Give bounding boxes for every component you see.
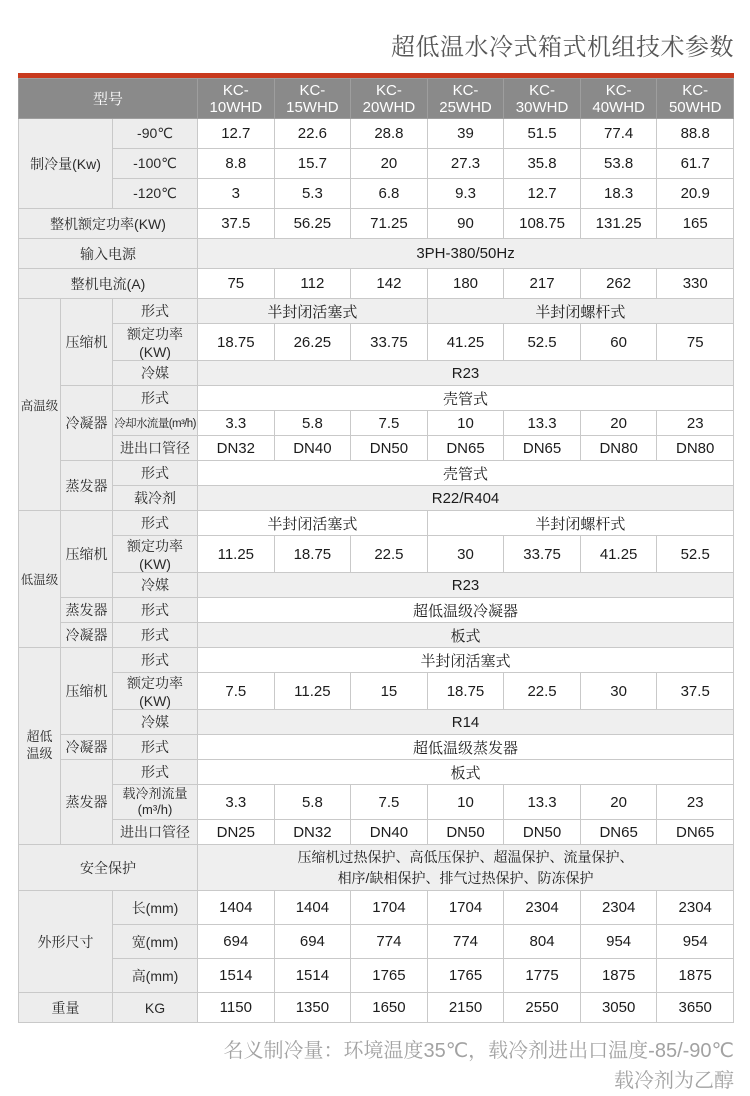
table-row bbox=[19, 760, 734, 785]
value-cell: DN80 bbox=[657, 436, 734, 461]
value-cell: 3650 bbox=[657, 993, 734, 1023]
value-cell: 1350 bbox=[274, 993, 351, 1023]
row-label-cell: -100℃ bbox=[113, 149, 198, 179]
value-cell: 77.4 bbox=[580, 119, 657, 149]
table-row bbox=[19, 269, 734, 299]
param-label-cell: 进出口管径 bbox=[113, 436, 198, 461]
value-cell: 1650 bbox=[351, 993, 428, 1023]
subgroup-label-compressor: 压缩机 bbox=[61, 299, 113, 386]
table-row bbox=[19, 361, 734, 386]
param-label-cell bbox=[113, 785, 198, 820]
subgroup-label-compressor: 压缩机 bbox=[61, 511, 113, 598]
value-cell: 15.7 bbox=[274, 149, 351, 179]
dimensions-group-label: 外形尺寸 bbox=[19, 891, 113, 993]
table-row bbox=[19, 710, 734, 735]
value-cell: 7.5 bbox=[198, 673, 275, 710]
row-label-cell: -120℃ bbox=[113, 179, 198, 209]
value-cell: 11.25 bbox=[274, 673, 351, 710]
value-cell: 3.3 bbox=[198, 411, 275, 436]
value-cell: 27.3 bbox=[427, 149, 504, 179]
value-cell: 20 bbox=[580, 785, 657, 820]
subgroup-label-evaporator: 蒸发器 bbox=[61, 461, 113, 511]
value-cell: 1775 bbox=[504, 959, 581, 993]
value-cell: DN50 bbox=[504, 820, 581, 845]
value-cell: 22.6 bbox=[274, 119, 351, 149]
model-name-cell: KC-25WHD bbox=[427, 79, 504, 119]
value-cell: 262 bbox=[580, 269, 657, 299]
merged-value-cell: 壳管式 bbox=[198, 461, 734, 486]
value-cell: 33.75 bbox=[504, 536, 581, 573]
row-label-cell: 高(mm) bbox=[113, 959, 198, 993]
value-cell: 10 bbox=[427, 411, 504, 436]
value-cell: 56.25 bbox=[274, 209, 351, 239]
param-label-cell: 额定功率(KW) bbox=[113, 324, 198, 361]
value-cell: 20.9 bbox=[657, 179, 734, 209]
spec-table bbox=[18, 78, 734, 1023]
value-cell: 35.8 bbox=[504, 149, 581, 179]
value-cell: 694 bbox=[198, 925, 275, 959]
value-cell: 20 bbox=[351, 149, 428, 179]
value-cell: 60 bbox=[580, 324, 657, 361]
param-label-cell: 形式 bbox=[113, 735, 198, 760]
row-label-cell: 整机额定功率(KW) bbox=[19, 209, 198, 239]
value-cell: 774 bbox=[427, 925, 504, 959]
value-cell: 52.5 bbox=[504, 324, 581, 361]
value-cell: 1765 bbox=[427, 959, 504, 993]
table-row bbox=[19, 785, 734, 820]
param-label-cell: 形式 bbox=[113, 598, 198, 623]
param-label-cell: 形式 bbox=[113, 386, 198, 411]
value-cell: 33.75 bbox=[351, 324, 428, 361]
value-cell: 1875 bbox=[580, 959, 657, 993]
model-name-cell: KC-15WHD bbox=[274, 79, 351, 119]
value-cell: DN65 bbox=[657, 820, 734, 845]
value-cell: 1514 bbox=[274, 959, 351, 993]
value-cell: 112 bbox=[274, 269, 351, 299]
table-row bbox=[19, 239, 734, 269]
param-label-cell: 形式 bbox=[113, 760, 198, 785]
value-cell: 90 bbox=[427, 209, 504, 239]
value-cell: 12.7 bbox=[198, 119, 275, 149]
param-label-cell: 额定功率(KW) bbox=[113, 536, 198, 573]
section-label-low-stage: 低温级 bbox=[19, 511, 61, 648]
value-cell: 9.3 bbox=[427, 179, 504, 209]
value-cell: 1704 bbox=[427, 891, 504, 925]
value-cell: 22.5 bbox=[351, 536, 428, 573]
value-cell: 5.8 bbox=[274, 411, 351, 436]
row-label-cell: 整机电流(A) bbox=[19, 269, 198, 299]
table-row bbox=[19, 820, 734, 845]
table-row bbox=[19, 149, 734, 179]
value-cell: 142 bbox=[351, 269, 428, 299]
value-cell: 10 bbox=[427, 785, 504, 820]
subgroup-label-compressor: 压缩机 bbox=[61, 648, 113, 735]
merged-value-cell: 半封闭活塞式 bbox=[198, 299, 428, 324]
param-label-line2: (m³/h) bbox=[137, 802, 173, 817]
table-row bbox=[19, 299, 734, 324]
footer-note-line2: 载冷剂为乙醇 bbox=[614, 1070, 734, 1092]
value-cell: 954 bbox=[657, 925, 734, 959]
value-cell: 7.5 bbox=[351, 411, 428, 436]
value-cell: DN40 bbox=[274, 436, 351, 461]
merged-value-cell: 壳管式 bbox=[198, 386, 734, 411]
param-label-cell: 形式 bbox=[113, 461, 198, 486]
value-cell: DN25 bbox=[198, 820, 275, 845]
value-cell: 18.3 bbox=[580, 179, 657, 209]
value-cell: 5.8 bbox=[274, 785, 351, 820]
value-cell: 22.5 bbox=[504, 673, 581, 710]
model-name-cell: KC-20WHD bbox=[351, 79, 428, 119]
param-label-cell: 形式 bbox=[113, 511, 198, 536]
weight-group-label: 重量 bbox=[19, 993, 113, 1023]
value-cell: 3.3 bbox=[198, 785, 275, 820]
table-row bbox=[19, 411, 734, 436]
value-cell: 1404 bbox=[198, 891, 275, 925]
subgroup-label-condenser: 冷凝器 bbox=[61, 623, 113, 648]
safety-text-cell bbox=[198, 845, 734, 891]
table-row bbox=[19, 845, 734, 891]
value-cell: 37.5 bbox=[657, 673, 734, 710]
merged-value-cell: 板式 bbox=[198, 623, 734, 648]
table-row bbox=[19, 179, 734, 209]
table-row bbox=[19, 511, 734, 536]
value-cell: 18.75 bbox=[427, 673, 504, 710]
value-cell: DN32 bbox=[274, 820, 351, 845]
weight-unit-cell: KG bbox=[113, 993, 198, 1023]
value-cell: 2304 bbox=[580, 891, 657, 925]
table-row bbox=[19, 324, 734, 361]
row-label-cell: 安全保护 bbox=[19, 845, 198, 891]
value-cell: 217 bbox=[504, 269, 581, 299]
value-cell: 165 bbox=[657, 209, 734, 239]
section-label-ultra-stage bbox=[19, 648, 61, 845]
value-cell: 3050 bbox=[580, 993, 657, 1023]
value-cell: 2150 bbox=[427, 993, 504, 1023]
value-cell: 41.25 bbox=[427, 324, 504, 361]
param-label-cell: 进出口管径 bbox=[113, 820, 198, 845]
merged-value-cell: 半封闭活塞式 bbox=[198, 648, 734, 673]
table-row bbox=[19, 386, 734, 411]
param-label-cell: 载冷剂 bbox=[113, 486, 198, 511]
param-label-cell: 形式 bbox=[113, 299, 198, 324]
section-label-text: 超低温级 bbox=[26, 729, 53, 761]
model-name-cell: KC-30WHD bbox=[504, 79, 581, 119]
value-cell: 2550 bbox=[504, 993, 581, 1023]
row-label-cell: 长(mm) bbox=[113, 891, 198, 925]
merged-value-cell: 半封闭螺杆式 bbox=[427, 299, 733, 324]
subgroup-label-condenser: 冷凝器 bbox=[61, 735, 113, 760]
table-row bbox=[19, 598, 734, 623]
param-label-cell: 额定功率(KW) bbox=[113, 673, 198, 710]
value-cell: DN65 bbox=[504, 436, 581, 461]
value-cell: DN50 bbox=[427, 820, 504, 845]
model-name-cell: KC-50WHD bbox=[657, 79, 734, 119]
value-cell: 26.25 bbox=[274, 324, 351, 361]
value-cell: 23 bbox=[657, 785, 734, 820]
merged-value-cell: 超低温级蒸发器 bbox=[198, 735, 734, 760]
param-label-cell: 形式 bbox=[113, 623, 198, 648]
safety-text-line2: 相序/缺相保护、排气过热保护、防冻保护 bbox=[337, 869, 594, 886]
value-cell: DN32 bbox=[198, 436, 275, 461]
table-row bbox=[19, 673, 734, 710]
value-cell: 694 bbox=[274, 925, 351, 959]
model-name-cell: KC-40WHD bbox=[580, 79, 657, 119]
table-row bbox=[19, 648, 734, 673]
param-label-cell: 冷媒 bbox=[113, 361, 198, 386]
merged-value-cell: 3PH-380/50Hz bbox=[198, 239, 734, 269]
value-cell: 13.3 bbox=[504, 411, 581, 436]
value-cell: 52.5 bbox=[657, 536, 734, 573]
model-header-row bbox=[19, 79, 734, 119]
table-row bbox=[19, 536, 734, 573]
subgroup-label-condenser: 冷凝器 bbox=[61, 386, 113, 461]
value-cell: 954 bbox=[580, 925, 657, 959]
value-cell: 2304 bbox=[657, 891, 734, 925]
value-cell: 37.5 bbox=[198, 209, 275, 239]
value-cell: 30 bbox=[427, 536, 504, 573]
value-cell: 88.8 bbox=[657, 119, 734, 149]
value-cell: DN65 bbox=[427, 436, 504, 461]
value-cell: DN50 bbox=[351, 436, 428, 461]
value-cell: 11.25 bbox=[198, 536, 275, 573]
value-cell: DN65 bbox=[580, 820, 657, 845]
value-cell: 1150 bbox=[198, 993, 275, 1023]
value-cell: 18.75 bbox=[274, 536, 351, 573]
value-cell: 3 bbox=[198, 179, 275, 209]
safety-text-line1: 压缩机过热保护、高低压保护、超温保护、流量保护、 bbox=[297, 849, 634, 866]
value-cell: 180 bbox=[427, 269, 504, 299]
value-cell: 1765 bbox=[351, 959, 428, 993]
row-label-cell: 输入电源 bbox=[19, 239, 198, 269]
value-cell: 28.8 bbox=[351, 119, 428, 149]
value-cell: 71.25 bbox=[351, 209, 428, 239]
value-cell: 20 bbox=[580, 411, 657, 436]
page-title: 超低温水冷式箱式机组技术参数 bbox=[391, 34, 734, 61]
value-cell: 7.5 bbox=[351, 785, 428, 820]
capacity-group-label: 制冷量(Kw) bbox=[19, 119, 113, 209]
value-cell: 804 bbox=[504, 925, 581, 959]
table-row bbox=[19, 119, 734, 149]
merged-value-cell: R14 bbox=[198, 710, 734, 735]
subgroup-label-evaporator: 蒸发器 bbox=[61, 598, 113, 623]
table-row bbox=[19, 209, 734, 239]
row-label-cell: 宽(mm) bbox=[113, 925, 198, 959]
merged-value-cell: 半封闭螺杆式 bbox=[427, 511, 733, 536]
value-cell: 1404 bbox=[274, 891, 351, 925]
value-cell: 6.8 bbox=[351, 179, 428, 209]
footer-note bbox=[0, 1023, 750, 1096]
merged-value-cell: 板式 bbox=[198, 760, 734, 785]
value-cell: 5.3 bbox=[274, 179, 351, 209]
value-cell: 2304 bbox=[504, 891, 581, 925]
value-cell: 30 bbox=[580, 673, 657, 710]
value-cell: 15 bbox=[351, 673, 428, 710]
value-cell: 75 bbox=[198, 269, 275, 299]
section-label-high-stage: 高温级 bbox=[19, 299, 61, 511]
table-row bbox=[19, 925, 734, 959]
row-label-cell: -90℃ bbox=[113, 119, 198, 149]
value-cell: 18.75 bbox=[198, 324, 275, 361]
spec-table-wrap bbox=[18, 73, 734, 1023]
merged-value-cell: 超低温级冷凝器 bbox=[198, 598, 734, 623]
table-row bbox=[19, 891, 734, 925]
value-cell: 13.3 bbox=[504, 785, 581, 820]
value-cell: 41.25 bbox=[580, 536, 657, 573]
value-cell: 1704 bbox=[351, 891, 428, 925]
param-label-cell: 冷媒 bbox=[113, 710, 198, 735]
table-row bbox=[19, 436, 734, 461]
param-label-cell: 形式 bbox=[113, 648, 198, 673]
subgroup-label-evaporator: 蒸发器 bbox=[61, 760, 113, 845]
footer-note-line1: 名义制冷量：环境温度35℃，载冷剂进出口温度-85/-90℃ bbox=[223, 1040, 734, 1062]
value-cell: 51.5 bbox=[504, 119, 581, 149]
merged-value-cell: R23 bbox=[198, 361, 734, 386]
value-cell: DN80 bbox=[580, 436, 657, 461]
table-row bbox=[19, 486, 734, 511]
value-cell: 39 bbox=[427, 119, 504, 149]
value-cell: 1875 bbox=[657, 959, 734, 993]
param-label-cell: 冷却水流量(m³/h) bbox=[113, 411, 198, 436]
table-row bbox=[19, 623, 734, 648]
value-cell: 75 bbox=[657, 324, 734, 361]
model-name-cell: KC-10WHD bbox=[198, 79, 275, 119]
table-row bbox=[19, 461, 734, 486]
table-row bbox=[19, 993, 734, 1023]
table-row bbox=[19, 959, 734, 993]
value-cell: 330 bbox=[657, 269, 734, 299]
param-label-cell: 冷媒 bbox=[113, 573, 198, 598]
value-cell: 12.7 bbox=[504, 179, 581, 209]
value-cell: 53.8 bbox=[580, 149, 657, 179]
param-label-line1: 载冷剂流量 bbox=[122, 786, 188, 802]
merged-value-cell: 半封闭活塞式 bbox=[198, 511, 428, 536]
table-row bbox=[19, 735, 734, 760]
merged-value-cell: R22/R404 bbox=[198, 486, 734, 511]
value-cell: DN40 bbox=[351, 820, 428, 845]
value-cell: 774 bbox=[351, 925, 428, 959]
value-cell: 108.75 bbox=[504, 209, 581, 239]
value-cell: 8.8 bbox=[198, 149, 275, 179]
value-cell: 1514 bbox=[198, 959, 275, 993]
value-cell: 131.25 bbox=[580, 209, 657, 239]
table-row bbox=[19, 573, 734, 598]
merged-value-cell: R23 bbox=[198, 573, 734, 598]
value-cell: 23 bbox=[657, 411, 734, 436]
model-header-cell: 型号 bbox=[19, 79, 198, 119]
value-cell: 61.7 bbox=[657, 149, 734, 179]
